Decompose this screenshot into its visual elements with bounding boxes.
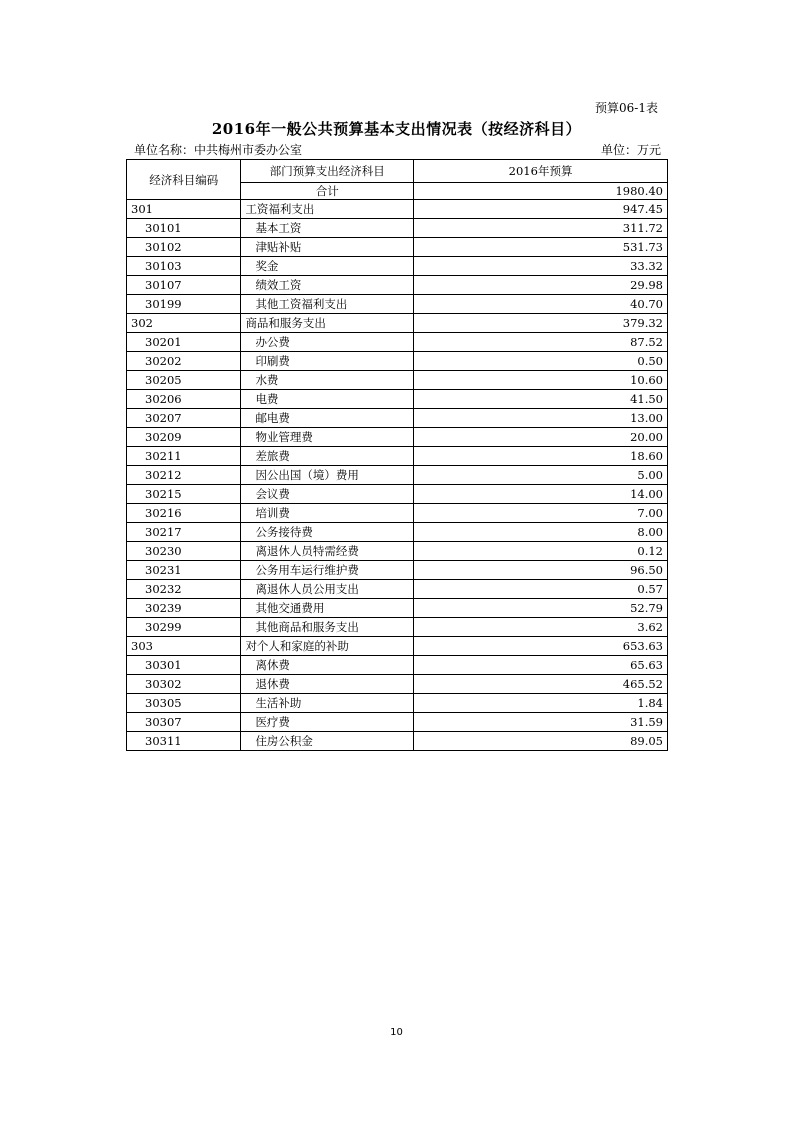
row-value: 0.57 — [414, 580, 668, 599]
row-code: 30215 — [127, 485, 241, 504]
row-code: 30216 — [127, 504, 241, 523]
row-name: 商品和服务支出 — [241, 314, 414, 333]
table-body — [127, 200, 668, 751]
row-value: 10.60 — [414, 371, 668, 390]
table-row — [127, 409, 668, 428]
row-value: 311.72 — [414, 219, 668, 238]
row-name: 离退休人员公用支出 — [241, 580, 414, 599]
row-value: 379.32 — [414, 314, 668, 333]
row-value: 87.52 — [414, 333, 668, 352]
row-name: 培训费 — [241, 504, 414, 523]
table-row — [127, 295, 668, 314]
row-code: 30232 — [127, 580, 241, 599]
row-name: 印刷费 — [241, 352, 414, 371]
row-name: 奖金 — [241, 257, 414, 276]
row-code: 30301 — [127, 656, 241, 675]
row-code: 30201 — [127, 333, 241, 352]
row-name: 因公出国（境）费用 — [241, 466, 414, 485]
table-row — [127, 466, 668, 485]
row-code: 30202 — [127, 352, 241, 371]
row-value: 1.84 — [414, 694, 668, 713]
row-code: 30103 — [127, 257, 241, 276]
row-value: 18.60 — [414, 447, 668, 466]
row-code: 30205 — [127, 371, 241, 390]
table-row — [127, 713, 668, 732]
table-row — [127, 390, 668, 409]
row-code: 30305 — [127, 694, 241, 713]
row-value: 40.70 — [414, 295, 668, 314]
row-value: 7.00 — [414, 504, 668, 523]
row-value: 89.05 — [414, 732, 668, 751]
row-code: 30102 — [127, 238, 241, 257]
row-name: 公务用车运行维护费 — [241, 561, 414, 580]
table-row — [127, 200, 668, 219]
row-value: 3.62 — [414, 618, 668, 637]
row-name: 差旅费 — [241, 447, 414, 466]
table-row — [127, 276, 668, 295]
row-value: 65.63 — [414, 656, 668, 675]
row-value: 0.12 — [414, 542, 668, 561]
row-name: 对个人和家庭的补助 — [241, 637, 414, 656]
row-code: 30231 — [127, 561, 241, 580]
table-row — [127, 599, 668, 618]
table-row — [127, 694, 668, 713]
row-name: 住房公积金 — [241, 732, 414, 751]
header-name: 部门预算支出经济科目 — [241, 160, 414, 183]
row-value: 947.45 — [414, 200, 668, 219]
page-title: 2016年一般公共预算基本支出情况表（按经济科目） — [211, 120, 582, 138]
unit-info-row — [134, 141, 661, 158]
total-value: 1980.40 — [414, 182, 668, 199]
row-name: 工资福利支出 — [241, 200, 414, 219]
row-code: 30230 — [127, 542, 241, 561]
row-name: 其他交通费用 — [241, 599, 414, 618]
header-code: 经济科目编码 — [127, 160, 241, 200]
row-code: 30211 — [127, 447, 241, 466]
row-name: 医疗费 — [241, 713, 414, 732]
expenditure-table — [126, 159, 668, 751]
row-code: 30207 — [127, 409, 241, 428]
table-row — [127, 637, 668, 656]
row-code: 30239 — [127, 599, 241, 618]
form-number: 预算06-1表 — [595, 101, 658, 115]
row-value: 29.98 — [414, 276, 668, 295]
row-name: 办公费 — [241, 333, 414, 352]
row-name: 其他商品和服务支出 — [241, 618, 414, 637]
table-row — [127, 314, 668, 333]
row-code: 30107 — [127, 276, 241, 295]
row-name: 离休费 — [241, 656, 414, 675]
row-name: 水费 — [241, 371, 414, 390]
row-value: 20.00 — [414, 428, 668, 447]
table-header-row — [127, 160, 668, 183]
row-value: 531.73 — [414, 238, 668, 257]
row-name: 公务接待费 — [241, 523, 414, 542]
row-code: 30206 — [127, 390, 241, 409]
table-row — [127, 542, 668, 561]
table-row — [127, 428, 668, 447]
page-number: 10 — [390, 1027, 403, 1038]
row-value: 0.50 — [414, 352, 668, 371]
table-row — [127, 352, 668, 371]
table-row — [127, 618, 668, 637]
row-name: 津贴补贴 — [241, 238, 414, 257]
row-name: 会议费 — [241, 485, 414, 504]
table-row — [127, 523, 668, 542]
table-row — [127, 257, 668, 276]
row-value: 653.63 — [414, 637, 668, 656]
row-name: 电费 — [241, 390, 414, 409]
currency-unit: 单位：万元 — [600, 143, 661, 157]
row-value: 13.00 — [414, 409, 668, 428]
row-code: 30299 — [127, 618, 241, 637]
table-row — [127, 504, 668, 523]
table-row — [127, 485, 668, 504]
row-code: 30311 — [127, 732, 241, 751]
table-row — [127, 333, 668, 352]
row-code: 30307 — [127, 713, 241, 732]
row-name: 邮电费 — [241, 409, 414, 428]
table-row — [127, 447, 668, 466]
row-name: 绩效工资 — [241, 276, 414, 295]
row-value: 52.79 — [414, 599, 668, 618]
row-value: 31.59 — [414, 713, 668, 732]
row-value: 14.00 — [414, 485, 668, 504]
row-name: 物业管理费 — [241, 428, 414, 447]
row-code: 303 — [127, 637, 241, 656]
row-name: 生活补助 — [241, 694, 414, 713]
row-value: 5.00 — [414, 466, 668, 485]
row-value: 465.52 — [414, 675, 668, 694]
table-row — [127, 371, 668, 390]
row-name: 离退休人员特需经费 — [241, 542, 414, 561]
row-code: 30209 — [127, 428, 241, 447]
total-label: 合计 — [241, 182, 414, 199]
row-name: 退休费 — [241, 675, 414, 694]
table-row — [127, 219, 668, 238]
row-code: 301 — [127, 200, 241, 219]
unit-name: 单位名称：中共梅州市委办公室 — [134, 143, 303, 157]
row-code: 30199 — [127, 295, 241, 314]
row-code: 30217 — [127, 523, 241, 542]
row-value: 8.00 — [414, 523, 668, 542]
table-row — [127, 561, 668, 580]
row-value: 41.50 — [414, 390, 668, 409]
row-code: 30101 — [127, 219, 241, 238]
row-name: 其他工资福利支出 — [241, 295, 414, 314]
table-row — [127, 238, 668, 257]
table-row — [127, 732, 668, 751]
row-name: 基本工资 — [241, 219, 414, 238]
row-code: 30302 — [127, 675, 241, 694]
row-code: 30212 — [127, 466, 241, 485]
row-code: 302 — [127, 314, 241, 333]
row-value: 96.50 — [414, 561, 668, 580]
table-row — [127, 656, 668, 675]
header-budget: 2016年预算 — [414, 160, 668, 183]
table-row — [127, 580, 668, 599]
table-row — [127, 675, 668, 694]
row-value: 33.32 — [414, 257, 668, 276]
